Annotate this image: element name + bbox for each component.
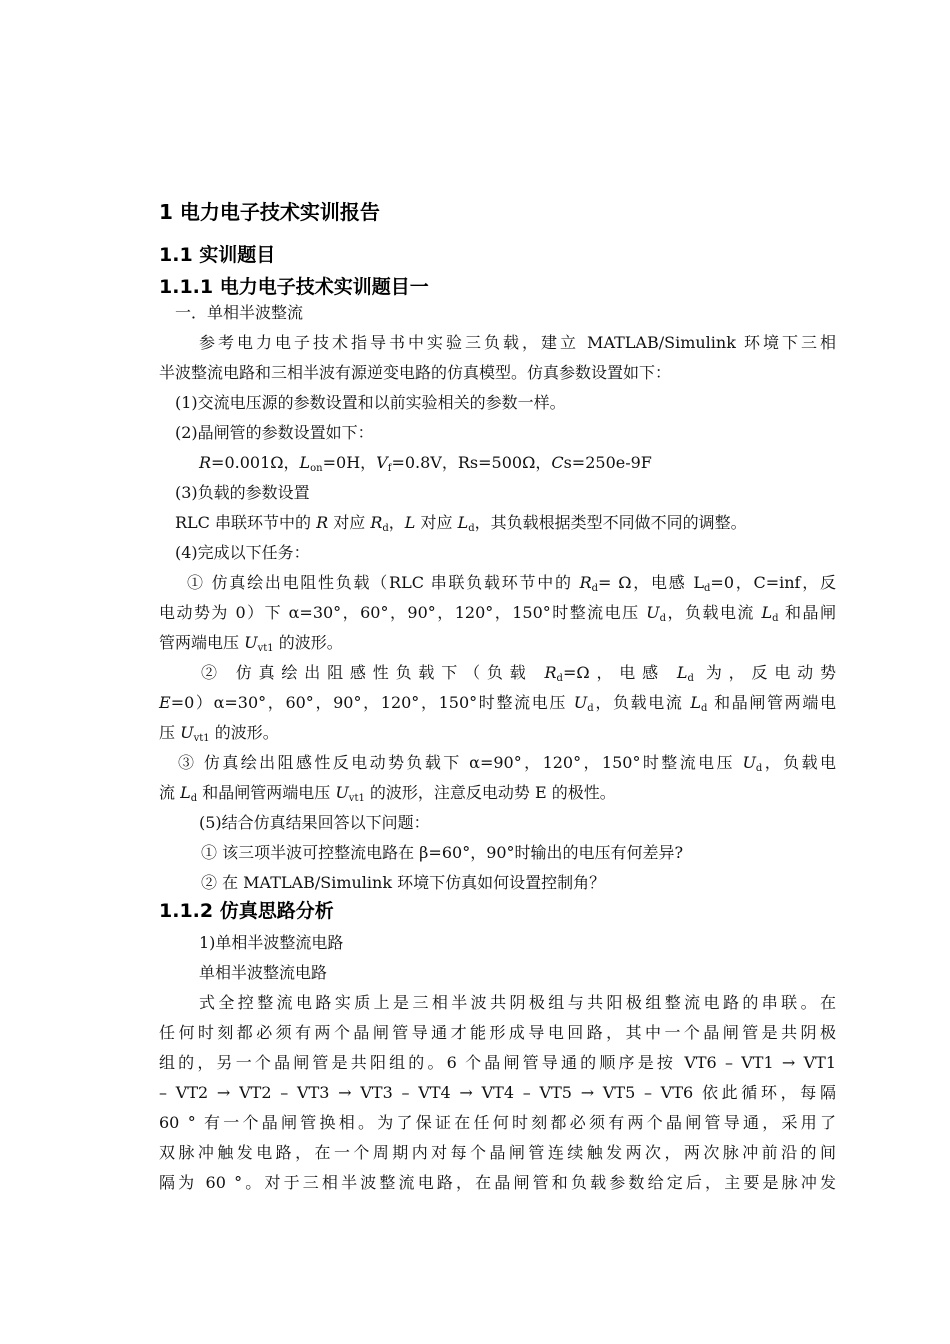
symbol: U: [646, 603, 660, 622]
paragraph-line: 半波整流电路和三相半波有源逆变电路的仿真模型。仿真参数设置如下：: [159, 363, 672, 382]
symbol: U: [335, 783, 349, 802]
item-heading: 一．单相半波整流: [175, 303, 304, 322]
text-run: 和晶闸: [778, 603, 836, 622]
subscript: d: [687, 673, 694, 684]
task-3-line: [159, 782, 616, 804]
symbol: E: [159, 693, 171, 712]
task-1-line: [187, 572, 836, 594]
text-run: 和晶闸管两端电压: [197, 783, 336, 802]
task-2-line: [159, 722, 279, 744]
task-2-line: [201, 662, 836, 684]
symbol: R: [316, 513, 329, 532]
subheading-2: 单相半波整流电路: [199, 963, 328, 982]
text-run: ，其负载根据类型不同做不同的调整。: [474, 513, 747, 532]
subscript: d: [591, 583, 599, 594]
text-run: =Ω，电感: [562, 663, 677, 682]
task-1-line: [159, 602, 836, 624]
symbol: U: [244, 633, 258, 652]
subscript: d: [700, 703, 708, 714]
text-run: =0，C=inf，反: [710, 573, 836, 592]
heading-1: 1 电力电子技术实训报告: [159, 200, 380, 224]
subscript: vt1: [193, 733, 210, 744]
text-run: 对应: [415, 513, 458, 532]
subscript: vt1: [257, 643, 274, 654]
param-value: s=250e-9F: [563, 453, 652, 472]
subscript: on: [310, 463, 323, 474]
question-2: ② 在 MATLAB/Simulink 环境下仿真如何设置控制角？: [201, 873, 606, 892]
requirement-5: (5)结合仿真结果回答以下问题：: [199, 813, 430, 832]
text-run: ，负载电: [762, 753, 836, 772]
heading-3-analysis: 1.1.2 仿真思路分析: [159, 900, 334, 922]
text-run: 和晶闸管两端电: [707, 693, 836, 712]
paragraph-line: 隔为 60 °。对于三相半波整流电路，在晶闸管和负载参数给定后，主要是脉冲发: [159, 1173, 836, 1192]
requirement-3: (3)负载的参数设置: [175, 483, 310, 502]
symbol: U: [573, 693, 588, 712]
paragraph-line: 组的，另一个晶闸管是共阳组的。6 个晶闸管导通的顺序是按 VT6 – VT1 → VT1: [159, 1053, 836, 1072]
thyristor-params: [199, 452, 652, 474]
text-run: 的波形。: [209, 723, 279, 742]
text-run: 管两端电压: [159, 633, 245, 652]
text-run: ② 仿真绘出阻感性负载下（负载: [201, 663, 545, 682]
symbol: R: [544, 663, 557, 682]
param-value: =0H，: [322, 453, 377, 472]
param-value: =0.001Ω，: [211, 453, 300, 472]
paragraph-line: 式全控整流电路实质上是三相半波共阴极组与共阳极组整流电路的串联。在: [199, 993, 836, 1012]
symbol: L: [180, 783, 191, 802]
paragraph-line: – VT2 → VT2 – VT3 → VT3 – VT4 → VT4 – VT5 → VT5 – VT6 依此循环，每隔: [159, 1083, 836, 1102]
heading-2: 1.1 实训题目: [159, 244, 276, 266]
text-run: RLC 串联环节中的: [175, 513, 317, 532]
paragraph-line: 任何时刻都必须有两个晶闸管导通才能形成导电回路，其中一个晶闸管是共阴极: [159, 1023, 836, 1042]
param-symbol: V: [376, 453, 388, 472]
subscript: f: [387, 463, 392, 474]
text-run: =0）α=30°，60°，90°，120°，150°时整流电压: [170, 693, 574, 712]
symbol: L: [457, 513, 469, 532]
symbol: L: [676, 663, 688, 682]
text-run: ③ 仿真绘出阻感性反电动势负载下 α=90°，120°，150°时整流电压: [178, 753, 743, 772]
subscript: d: [556, 673, 563, 684]
subscript: d: [772, 613, 779, 624]
text-run: ，负载电流: [666, 603, 762, 622]
symbol: L: [404, 513, 416, 532]
symbol: U: [180, 723, 194, 742]
task-3-line: [178, 752, 836, 774]
text-run: 为，反电动势: [693, 663, 836, 682]
load-params: [175, 512, 747, 534]
text-run: ，: [388, 513, 405, 532]
subscript: vt1: [348, 793, 365, 804]
text-run: = Ω，电感 L: [598, 573, 704, 592]
text-run: 的波形，注意反电动势 E 的极性。: [364, 783, 616, 802]
text-run: 流: [159, 783, 181, 802]
subscript: d: [190, 793, 198, 804]
text-run: 电动势为 0）下 α=30°，60°，90°，120°，150°时整流电压: [159, 603, 647, 622]
task-2-line: [159, 692, 836, 714]
symbol: R: [370, 513, 383, 532]
paragraph-line: 60 ° 有一个晶闸管换相。为了保证在任何时刻都必须有两个晶闸管导通，采用了: [159, 1113, 836, 1132]
subscript: d: [587, 703, 594, 714]
subscript: d: [468, 523, 475, 534]
symbol: U: [742, 753, 756, 772]
heading-3: 1.1.1 电力电子技术实训题目一: [159, 276, 429, 298]
subheading-1: 1)单相半波整流电路: [199, 933, 344, 952]
symbol: L: [761, 603, 773, 622]
requirement-2: (2)晶闸管的参数设置如下：: [175, 423, 374, 442]
text-run: 压: [159, 723, 181, 742]
param-symbol: C: [551, 453, 564, 472]
task-1-line: [159, 632, 343, 654]
requirement-4: (4)完成以下任务：: [175, 543, 310, 562]
param-symbol: L: [299, 453, 311, 472]
requirement-1: (1)交流电压源的参数设置和以前实验相关的参数一样。: [175, 393, 566, 412]
subscript: d: [382, 523, 389, 534]
subscript: d: [755, 763, 763, 774]
param-value: Rs=500Ω，: [457, 453, 552, 472]
paragraph-line: 参考电力电子技术指导书中实验三负载，建立 MATLAB/Simulink 环境下三相: [199, 333, 836, 352]
symbol: R: [579, 573, 592, 592]
subscript: d: [704, 583, 711, 594]
param-value: =0.8V，: [391, 453, 458, 472]
subscript: d: [659, 613, 667, 624]
text-run: 的波形。: [273, 633, 343, 652]
text-run: ，负载电流: [593, 693, 691, 712]
symbol: L: [690, 693, 701, 712]
text-run: 对应: [328, 513, 371, 532]
paragraph-line: 双脉冲触发电路，在一个周期内对每个晶闸管连续触发两次，两次脉冲前沿的间: [159, 1143, 836, 1162]
question-1: ① 该三项半波可控整流电路在 β=60°，90°时输出的电压有何差异?: [201, 843, 684, 862]
param-symbol: R: [199, 453, 212, 472]
text-run: ① 仿真绘出电阻性负载（RLC 串联负载环节中的: [187, 573, 580, 592]
